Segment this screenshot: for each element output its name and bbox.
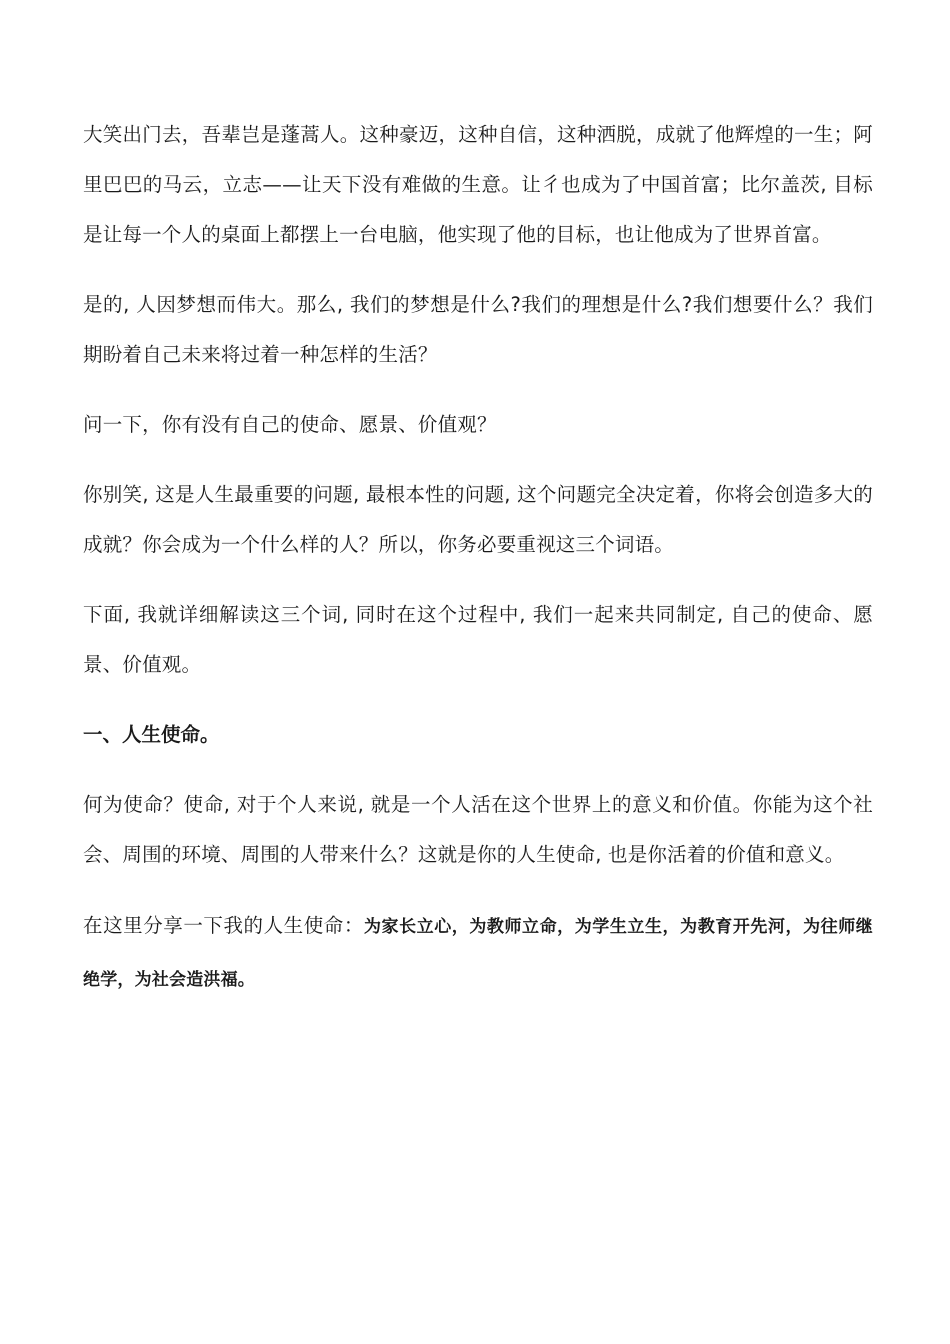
paragraph-4: 你别笑, 这是人生最重要的问题, 最根本性的问题, 这个问题完全决定着，你将会创造多大的成就？你会成为一个什么样的人？所以，你务必要重视这三个词语。 <box>83 483 873 556</box>
paragraph-5: 下面, 我就详细解读这三个词, 同时在这个过程中, 我们一起来共同制定, 自己的使命、愿景、价值观。 <box>83 603 873 676</box>
paragraph-mission-statement <box>83 900 873 1006</box>
mission-content: 为家长立心，为教师立命，为学生立生，为教育开先河，为往师继绝学，为社会造洪福。 <box>83 917 873 990</box>
paragraph-mission-definition: 何为使命？使命, 对于个人来说, 就是一个人活在这个世界上的意义和价值。你能为这个社会、周围的环境、周围的人带来什么？这就是你的人生使命, 也是你活着的价值和意义。 <box>83 793 873 866</box>
paragraph-3: 问一下，你有没有自己的使命、愿景、价值观？ <box>83 413 497 436</box>
paragraph-2: 是的, 人因梦想而伟大。那么, 我们的梦想是什么?我们的理想是什么?我们想要什么？我们期盼着自己未来将过着一种怎样的生活？ <box>83 293 873 366</box>
section-heading: 一、人生使命。 <box>83 723 220 746</box>
mission-lead: 在这里分享一下我的人生使命： <box>83 914 364 937</box>
document-body <box>83 110 873 1026</box>
paragraph-1: 大笑出门去，吾辈岂是蓬蒿人。这种豪迈，这种自信，这种洒脱，成就了他辉煌的一生；阿里巴巴的马云，立志——让天下没有难做的生意。让彳也成为了中国首富；比尔盖茨, 目标是让每一个人的桌面上都摆上一台电脑，他实现了他的目标，也让他成为了世界首富。 <box>83 123 873 246</box>
